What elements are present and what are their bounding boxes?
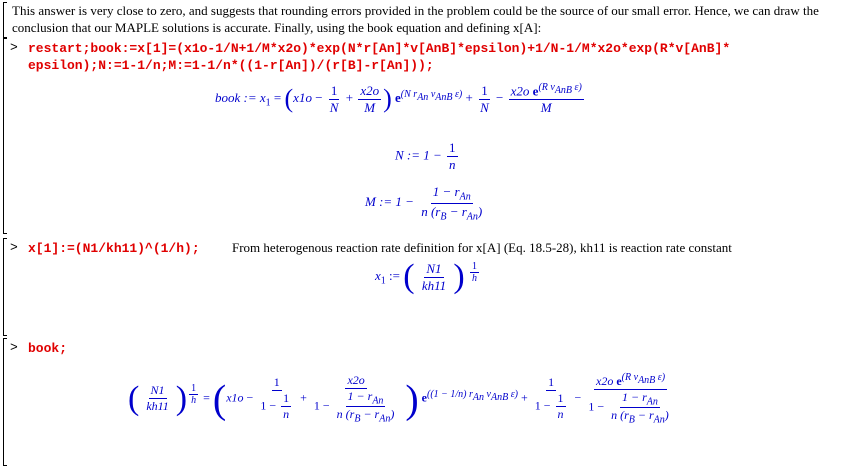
- frac-x2o-exp-over-M: $\frac{x2o e^{(R v_{AnB} \varepsilon)}}{M}$: [510, 82, 582, 116]
- intro-bracket: [3, 2, 7, 38]
- book-lhs: book := x: [215, 90, 266, 106]
- group3-bracket: [3, 338, 7, 466]
- frac-N1-over-kh11: $\frac{N1}{kh11}$: [421, 260, 447, 293]
- frac-1-over-N-expanded: 1 1 − $\frac{1}{n}$: [534, 375, 564, 422]
- frac-1-over-N: $\frac{1}{N}$: [329, 82, 339, 115]
- input-1-line-2[interactable]: epsilon);N:=1-1/n;M:=1-1/n*((1-r[An])/(r[B]-r[An]));: [28, 58, 434, 73]
- N-lhs: N := 1 −: [395, 147, 442, 163]
- prompt-3: >: [10, 340, 18, 355]
- frac-x2o-over-M-expanded: x2o 1 − $\frac{1 - r_{An}}{n (r_B - r_{An})}$: [313, 373, 395, 425]
- input-2-comment: From heterogenous reaction rate definition for x[A] (Eq. 18.5-28), kh11 is reaction rate constant: [232, 240, 732, 255]
- frac-M-rhs: $\frac{1 - r_{An}}{n (r_B - r_{An})}$: [421, 184, 483, 223]
- output-book: book := $x_1 = (x1o$ − $\frac{1}{N}$ + $\frac{x2o}{M}$ ) $e^{(N r_{An} v_{AnB} \varepsilon)}$ + $\frac{1}{N}$ − $\frac{x2o e^{(R v_{AnB} \varepsilon)}}{M}$: [215, 82, 582, 116]
- group1-bracket: [3, 38, 7, 234]
- output-N: [395, 140, 460, 173]
- prompt-1: >: [10, 40, 18, 55]
- output-M: [365, 184, 486, 222]
- intro-text: This answer is very close to zero, and suggests that rounding errors provided in the problem could be the source of our small error. Hence, we can draw the conclusion that our MAPLE solutions is accurate. Finally, using the book equation and defining x[A]:: [12, 3, 819, 35]
- input-2[interactable]: x[1]:=(N1/kh11)^(1/h);: [28, 241, 200, 256]
- prompt-2: >: [10, 240, 18, 255]
- group2-bracket: [3, 238, 7, 336]
- frac-1-over-N-2: $\frac{1}{N}$: [480, 82, 489, 115]
- frac-1-over-n: $\frac{1}{n}$: [449, 140, 456, 172]
- frac-N1-kh11-lhs: $\frac{N1}{kh11}$: [146, 383, 169, 414]
- frac-x2o-over-M: $\frac{x2o}{M}$: [360, 82, 380, 115]
- output-x1: $x_1$ := ( $\frac{N1}{kh11}$ ) $^{\frac{1}{h}}$: [375, 258, 477, 295]
- output-book-expanded: ( $\frac{N1}{kh11}$ ) $^{\frac{1}{h}}$ = (x1o − 1 1 − $\frac{1}{n}$ + x2o 1 − $\frac{1 - r_{An}}{n (r_B - r_{An})}$ ) $e^{((1 - 1/n) r_{An} v_{AnB} \varepsilon)}$ + 1 1 − $\frac{1}{n}$ − x2o $e^{(R v_{AnB} \varepsilon)}$ 1 − $\frac{1 - r_{An}}{n (r_B - r_{An})}$: [128, 372, 677, 426]
- input-1-line-1[interactable]: restart;book:=x[1]=(x1o-1/N+1/M*x2o)*exp(N*r[An]*v[AnB]*epsilon)+1/N-1/M*x2o*exp(R*v[AnB]*: [28, 41, 731, 56]
- frac-1-over-h: 1 h: [471, 260, 477, 284]
- input-3[interactable]: book;: [28, 341, 68, 356]
- frac-1-over-1-minus-1-over-n: 1 1 − $\frac{1}{n}$: [260, 375, 290, 422]
- x1o-term: x1o: [293, 90, 312, 106]
- frac-x2o-exp-over-M-expanded: x2o $e^{(R v_{AnB} \varepsilon)}$ 1 − $\frac{1 - r_{An}}{n (r_B - r_{An})}$: [588, 372, 669, 426]
- M-lhs: M := 1 −: [365, 194, 414, 210]
- exp-e: e: [395, 90, 401, 106]
